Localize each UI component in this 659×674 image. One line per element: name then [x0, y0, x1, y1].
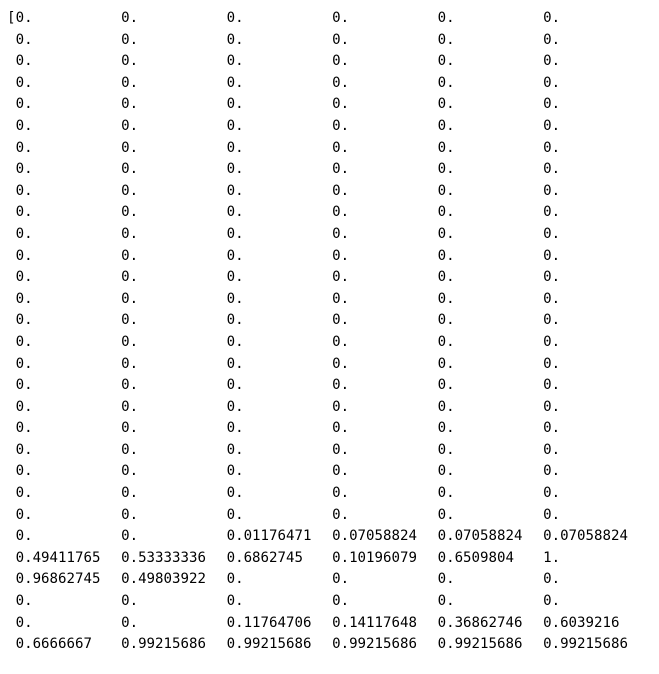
array-value: 0.07058824	[543, 528, 628, 545]
array-value: 0.14117648	[332, 614, 417, 631]
array-value: 0.	[121, 31, 139, 48]
array-value: 0.	[226, 117, 244, 134]
array-value: 0.	[543, 485, 561, 502]
array-value: 0.	[437, 31, 455, 48]
array-value: 0.	[437, 312, 455, 329]
array-value: 0.	[332, 74, 350, 91]
array-value: 0.	[332, 225, 350, 242]
array-value: 0.	[226, 312, 244, 329]
array-value: 0.	[437, 139, 455, 156]
array-value: 0.	[332, 333, 350, 350]
array-value: 0.	[121, 74, 139, 91]
array-value: 0.99215686	[121, 636, 206, 653]
array-row	[7, 246, 659, 268]
array-row	[7, 418, 659, 440]
array-value: 0.96862745	[15, 571, 101, 588]
array-row	[7, 483, 659, 505]
array-value: 0.	[543, 463, 561, 480]
array-value: 0.07058824	[332, 528, 417, 545]
array-value: 0.	[15, 182, 33, 199]
array-value: 0.	[543, 10, 561, 26]
array-row	[7, 634, 659, 656]
array-value: 0.	[226, 182, 244, 199]
array-value: 0.	[15, 74, 33, 91]
array-value: 0.49803922	[121, 571, 206, 588]
array-value: 0.10196079	[332, 549, 417, 566]
array-value: 0.	[332, 312, 350, 329]
array-value: 0.	[437, 204, 455, 221]
array-row	[7, 613, 659, 635]
array-value: 0.	[226, 420, 244, 437]
array-value: 0.	[121, 463, 139, 480]
array-value: 0.	[121, 441, 139, 458]
array-value: 0.	[15, 247, 33, 264]
array-value: 0.	[226, 571, 244, 588]
array-value: 0.01176471	[226, 528, 312, 545]
array-row	[7, 159, 659, 181]
array-value: 0.	[543, 96, 561, 113]
array-value: 0.	[437, 74, 455, 91]
array-value: 0.	[121, 225, 139, 242]
array-row	[7, 73, 659, 95]
array-value: 0.07058824	[437, 528, 523, 545]
array-value: 0.	[543, 269, 561, 286]
array-value: 0.	[543, 355, 561, 372]
array-value: 0.	[15, 398, 33, 415]
array-value: 0.	[332, 420, 350, 437]
array-value: 0.	[15, 53, 33, 70]
array-value: 0.	[15, 506, 33, 523]
array-value: 0.	[437, 269, 455, 286]
array-row	[7, 397, 659, 419]
array-value: 0.6509804	[437, 549, 514, 566]
array-value: 0.	[332, 485, 350, 502]
array-value: 0.	[121, 182, 139, 199]
array-value: 0.6862745	[226, 549, 303, 566]
array-value: 0.	[437, 355, 455, 372]
array-row	[7, 548, 659, 570]
array-value: 0.	[332, 10, 350, 26]
array-value: 0.	[15, 139, 33, 156]
array-value: 0.	[15, 10, 33, 26]
array-value: 0.	[437, 571, 455, 588]
array-value: 0.	[543, 571, 561, 588]
array-value: 0.	[226, 204, 244, 221]
array-value: 0.	[15, 96, 33, 113]
array-row	[7, 202, 659, 224]
array-value: 0.	[437, 96, 455, 113]
array-row	[7, 30, 659, 52]
array-value: 0.	[226, 247, 244, 264]
array-value: 0.	[226, 377, 244, 394]
array-value: 0.	[121, 204, 139, 221]
array-value: 0.99215686	[437, 636, 523, 653]
array-value: 0.	[121, 312, 139, 329]
array-value: 0.	[121, 53, 139, 70]
array-value: 0.	[543, 225, 561, 242]
array-value: 0.	[226, 398, 244, 415]
array-value: 0.	[15, 377, 33, 394]
array-value: 0.	[226, 593, 244, 610]
array-value: 0.	[15, 355, 33, 372]
array-value: 0.	[121, 528, 139, 545]
array-value: 0.	[332, 247, 350, 264]
array-value: 0.	[15, 463, 33, 480]
array-row	[7, 461, 659, 483]
array-value: 0.99215686	[332, 636, 417, 653]
array-value: 0.	[543, 247, 561, 264]
array-value: 0.53333336	[121, 549, 206, 566]
array-value: 0.	[332, 269, 350, 286]
array-value: 0.	[121, 506, 139, 523]
array-value: 0.	[437, 377, 455, 394]
array-value: 0.	[121, 420, 139, 437]
array-value: 0.	[437, 593, 455, 610]
array-value: 0.	[121, 290, 139, 307]
array-value: 0.	[332, 182, 350, 199]
array-value: 0.	[543, 204, 561, 221]
array-value: 0.	[226, 139, 244, 156]
array-value: 0.	[332, 53, 350, 70]
array-value: 0.	[543, 53, 561, 70]
array-value: 0.	[226, 269, 244, 286]
array-value: 0.6666667	[15, 636, 92, 653]
array-value: 0.	[332, 204, 350, 221]
array-value: 0.	[226, 96, 244, 113]
array-value: 0.	[332, 161, 350, 178]
array-value: 0.	[437, 10, 455, 26]
array-value: 0.36862746	[437, 614, 523, 631]
array-row	[7, 505, 659, 527]
array-value: 0.	[226, 485, 244, 502]
array-value: 0.	[15, 204, 33, 221]
array-value: 0.	[226, 333, 244, 350]
array-row	[7, 138, 659, 160]
array-value: 0.	[437, 53, 455, 70]
array-output	[7, 8, 659, 668]
array-value: 0.	[332, 139, 350, 156]
array-value: 0.	[332, 463, 350, 480]
array-value: 0.99215686	[226, 636, 312, 653]
array-value: 0.	[121, 333, 139, 350]
array-value: 0.	[15, 441, 33, 458]
array-value: 0.	[437, 117, 455, 134]
array-value: 0.	[543, 161, 561, 178]
array-value: 0.	[226, 290, 244, 307]
array-value: 0.	[437, 225, 455, 242]
array-value: 0.	[437, 182, 455, 199]
array-value: 1.	[543, 549, 561, 566]
array-value: 0.	[226, 53, 244, 70]
array-value: 0.	[543, 182, 561, 199]
array-value: 0.	[15, 593, 33, 610]
array-value: 0.	[15, 117, 33, 134]
array-value: 0.	[543, 31, 561, 48]
array-value: 0.	[121, 139, 139, 156]
array-value: 0.	[543, 290, 561, 307]
array-value: 0.	[437, 161, 455, 178]
array-row	[7, 591, 659, 613]
array-row	[7, 440, 659, 462]
array-value: 0.	[332, 506, 350, 523]
array-value: 0.	[121, 355, 139, 372]
array-value: 0.	[226, 161, 244, 178]
array-value: 0.	[332, 96, 350, 113]
array-value: 0.	[543, 420, 561, 437]
array-value: 0.	[332, 593, 350, 610]
array-value: 0.	[332, 377, 350, 394]
array-value: 0.	[226, 506, 244, 523]
array-value: 0.	[437, 420, 455, 437]
array-value: 0.	[543, 117, 561, 134]
array-value: 0.	[121, 96, 139, 113]
array-value: 0.6039216	[543, 614, 620, 631]
array-value: 0.	[15, 333, 33, 350]
array-value: 0.	[332, 31, 350, 48]
array-value: 0.	[543, 74, 561, 91]
array-value: 0.49411765	[15, 549, 101, 566]
array-value: 0.99215686	[543, 636, 628, 653]
array-value: 0.	[543, 312, 561, 329]
array-value: 0.	[437, 333, 455, 350]
array-value: 0.	[437, 463, 455, 480]
array-row	[7, 224, 659, 246]
array-value: 0.	[332, 290, 350, 307]
array-value: 0.	[121, 161, 139, 178]
array-value: 0.	[437, 441, 455, 458]
array-value: 0.	[226, 441, 244, 458]
array-value: 0.	[226, 225, 244, 242]
array-row	[7, 267, 659, 289]
array-value: 0.	[543, 377, 561, 394]
array-row	[7, 375, 659, 397]
array-value: 0.	[226, 31, 244, 48]
array-value: 0.	[121, 614, 139, 631]
array-value: 0.	[15, 528, 33, 545]
array-value: 0.	[15, 31, 33, 48]
array-row	[7, 116, 659, 138]
array-row	[7, 94, 659, 116]
array-value: 0.	[543, 139, 561, 156]
array-value: 0.	[437, 398, 455, 415]
array-value: 0.	[543, 398, 561, 415]
array-row	[7, 354, 659, 376]
array-value: 0.	[121, 269, 139, 286]
array-row	[7, 310, 659, 332]
array-value: 0.	[15, 312, 33, 329]
array-value: 0.	[543, 333, 561, 350]
array-row	[7, 289, 659, 311]
array-value: 0.	[121, 377, 139, 394]
array-value: 0.	[15, 161, 33, 178]
array-value: 0.	[15, 290, 33, 307]
array-value: 0.	[15, 614, 33, 631]
array-value: 0.	[121, 247, 139, 264]
array-value: 0.	[543, 506, 561, 523]
array-value: 0.	[15, 485, 33, 502]
array-value: 0.	[332, 398, 350, 415]
array-row	[7, 181, 659, 203]
array-value: 0.	[121, 117, 139, 134]
array-value: 0.	[543, 441, 561, 458]
array-value: 0.	[121, 593, 139, 610]
open-bracket: [	[7, 10, 16, 26]
array-value: 0.	[121, 10, 139, 26]
array-row	[7, 569, 659, 591]
array-value: 0.	[15, 269, 33, 286]
array-value: 0.	[437, 506, 455, 523]
array-value: 0.	[437, 290, 455, 307]
array-value: 0.	[437, 485, 455, 502]
array-row	[7, 8, 659, 30]
array-value: 0.	[226, 74, 244, 91]
array-value: 0.	[15, 225, 33, 242]
array-row	[7, 526, 659, 548]
array-value: 0.	[437, 247, 455, 264]
array-value: 0.	[226, 355, 244, 372]
array-value: 0.	[332, 571, 350, 588]
array-value: 0.	[121, 485, 139, 502]
array-row	[7, 51, 659, 73]
array-value: 0.	[332, 355, 350, 372]
array-value: 0.	[332, 441, 350, 458]
array-value: 0.	[15, 420, 33, 437]
array-value: 0.11764706	[226, 614, 312, 631]
array-value: 0.	[226, 463, 244, 480]
array-value: 0.	[332, 117, 350, 134]
array-value: 0.	[226, 10, 244, 26]
array-value: 0.	[543, 593, 561, 610]
array-row	[7, 332, 659, 354]
array-value: 0.	[121, 398, 139, 415]
